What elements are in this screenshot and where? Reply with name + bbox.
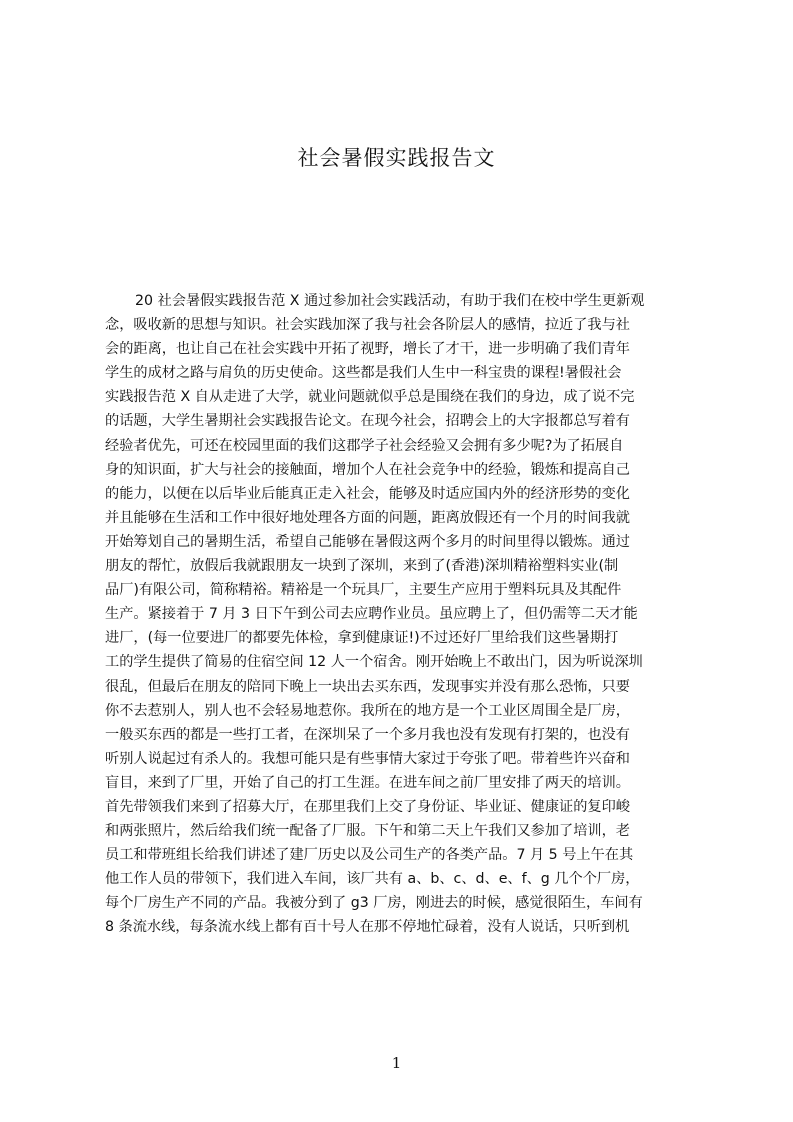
paragraph-line: 盲目，来到了厂里，开始了自己的打工生涯。在进车间之前厂里安排了两天的培训。 [105, 774, 630, 791]
paragraph-line: 一般买东西的都是一些打工者，在深圳呆了一个多月我也没有发现有打架的，也没有 [105, 726, 630, 743]
paragraph-line: 进厂，(每一位要进厂的都要先体检，拿到健康证!)不过还好厂里给我们这些暑期打 [105, 630, 619, 647]
paragraph-line: 实践报告范 X 自从走进了大学，就业问题就似乎总是围绕在我们的身边，成了说不完 [105, 389, 635, 406]
paragraph-line: 和两张照片，然后给我们统一配备了厂服。下午和第二天上午我们又参加了培训，老 [105, 823, 630, 840]
document-body [105, 289, 699, 940]
paragraph-line: 并且能够在生活和工作中很好地处理各方面的问题，距离放假还有一个月的时间我就 [105, 509, 630, 526]
document-title: 社会暑假实践报告文 [297, 146, 496, 170]
paragraph-line: 学生的成材之路与肩负的历史使命。这些都是我们人生中一科宝贵的课程!暑假社会 [105, 365, 622, 382]
paragraph-line: 他工作人员的带领下，我们进入车间，该厂共有 a、b、c、d、e、f、g 几个个厂房， [105, 871, 640, 888]
paragraph-line: 8 条流水线，每条流水线上都有百十号人在那不停地忙碌着，没有人说话，只听到机 [105, 919, 630, 936]
paragraph-line: 生产。紧接着于 7 月 3 日下午到公司去应聘作业员。虽应聘上了，但仍需等二天才能 [105, 606, 638, 623]
paragraph-line: 身的知识面，扩大与社会的接触面，增加个人在社会竞争中的经验，锻炼和提高自己 [105, 461, 630, 478]
paragraph-line: 工的学生提供了简易的住宿空间 12 人一个宿舍。刚开始晚上不敢出门，因为听说深圳 [105, 654, 643, 671]
paragraph-line: 员工和带班组长给我们讲述了建厂历史以及公司生产的各类产品。7 月 5 号上午在其 [105, 847, 634, 864]
paragraph-line: 会的距离，也让自己在社会实践中开拓了视野，增长了才干，进一步明确了我们青年 [105, 341, 630, 358]
paragraph-line: 你不去惹别人，别人也不会轻易地惹你。我所在的地方是一个工业区周围全是厂房， [105, 702, 630, 719]
paragraph-line: 很乱，但最后在朋友的陪同下晚上一块出去买东西，发现事实并没有那么恐怖，只要 [105, 678, 630, 695]
paragraph-line: 每个厂房生产不同的产品。我被分到了 g3 厂房，刚进去的时候，感觉很陌生，车间有 [105, 895, 643, 912]
paragraph-line: 的话题，大学生暑期社会实践报告论文。在现今社会，招聘会上的大字报都总写着有 [105, 413, 630, 430]
paragraph-line: 经验者优先，可还在校园里面的我们这郡学子社会经验又会拥有多少呢?为了拓展自 [105, 437, 624, 454]
paragraph-line: 20 社会暑假实践报告范 X 通过参加社会实践活动，有助于我们在校中学生更新观 [135, 293, 645, 309]
page-number: 1 [391, 1054, 402, 1072]
paragraph-line: 品厂)有限公司，简称精裕。精裕是一个玩具厂，主要生产应用于塑料玩具及其配件 [105, 582, 622, 599]
paragraph-line: 开始筹划自己的暑期生活，希望自己能够在暑假这两个多月的时间里得以锻炼。通过 [105, 533, 630, 550]
paragraph-line: 朋友的帮忙，放假后我就跟朋友一块到了深圳，来到了(香港)深圳精裕塑料实业(制 [105, 558, 619, 575]
paragraph-line: 的能力，以便在以后毕业后能真正走入社会，能够及时适应国内外的经济形势的变化 [105, 485, 630, 502]
paragraph-line: 听别人说起过有杀人的。我想可能只是有些事情大家过于夸张了吧。带着些许兴奋和 [105, 750, 630, 767]
paragraph-line: 念，吸收新的思想与知识。社会实践加深了我与社会各阶层人的感情，拉近了我与社 [105, 317, 630, 334]
paragraph-line: 首先带领我们来到了招募大厅，在那里我们上交了身份证、毕业证、健康证的复印峻 [105, 798, 630, 815]
